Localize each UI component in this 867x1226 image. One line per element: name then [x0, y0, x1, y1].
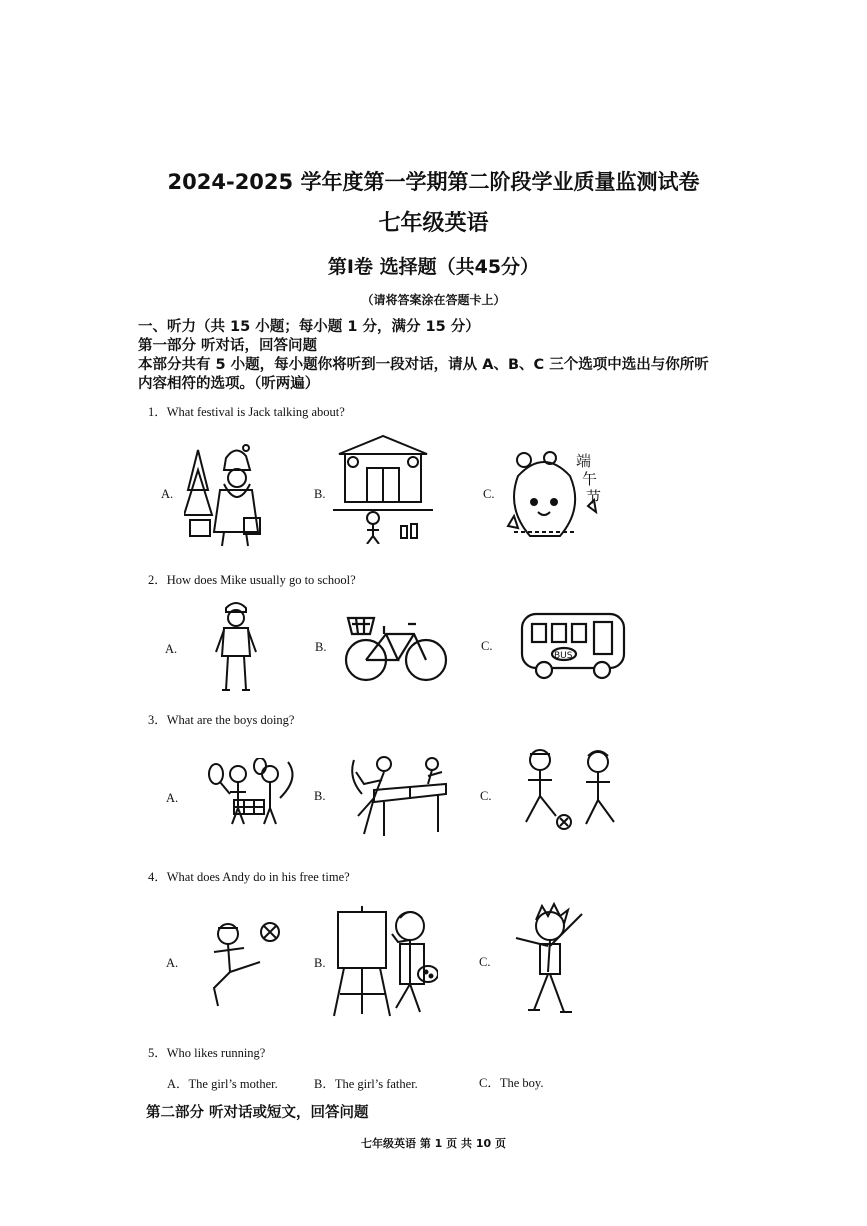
- bicycle-icon: [344, 612, 448, 684]
- soccer-icon: [520, 744, 624, 834]
- q4-option-b-label: B.: [314, 956, 326, 970]
- question-3: 3．What are the boys doing?: [148, 713, 295, 727]
- walking-boy-icon: [212, 598, 258, 694]
- q3-option-b-label: B.: [314, 789, 326, 803]
- section-heading: 一、听力（共 15 小题；每小题 1 分，满分 15 分）: [138, 319, 480, 335]
- painting-easel-icon: [330, 904, 438, 1018]
- q5-option-a: A．The girl’s mother.: [167, 1077, 278, 1091]
- q2-option-a-label: A.: [165, 642, 178, 656]
- spring-festival-gate-icon: [333, 432, 433, 544]
- exam-title: 2024-2025 学年度第一学期第二阶段学业质量监测试卷: [167, 170, 700, 194]
- question-5: 5．Who likes running?: [148, 1046, 266, 1060]
- dancing-boy-icon: [512, 902, 586, 1018]
- q2-option-b-label: B.: [315, 640, 327, 654]
- volume-title: 第Ⅰ卷 选择题（共45分）: [327, 256, 540, 278]
- q2-option-c-label: C.: [481, 639, 493, 653]
- q5-option-b: B．The girl’s father.: [314, 1077, 418, 1091]
- table-tennis-icon: [344, 754, 450, 840]
- q1-option-b-label: B.: [314, 487, 326, 501]
- badminton-icon: [208, 758, 300, 828]
- q3-option-a-label: A.: [166, 791, 179, 805]
- part-two-title: 第二部分 听对话或短文，回答问题: [146, 1105, 369, 1121]
- q1-option-a-label: A.: [161, 487, 174, 501]
- caption-char-3: 节: [586, 488, 602, 506]
- page-footer: 七年级英语 第 1 页 共 10 页: [361, 1137, 506, 1150]
- exam-subject: 七年级英语: [378, 211, 489, 236]
- bus-label: BUS: [554, 651, 573, 661]
- santa-christmas-icon: [184, 440, 264, 550]
- question-1: 1．What festival is Jack talking about?: [148, 405, 345, 419]
- q3-option-c-label: C.: [480, 789, 492, 803]
- instruction-line-2: 内容相符的选项。（听两遍）: [138, 376, 320, 392]
- answer-note: （请将答案涂在答题卡上）: [361, 293, 506, 307]
- caption-char-1: 端: [576, 452, 592, 470]
- instruction-line-1: 本部分共有 5 小题，每小题你将听到一段对话，请从 A、B、C 三个选项中选出与你所听: [138, 357, 709, 373]
- question-2: 2．How does Mike usually go to school?: [148, 573, 356, 587]
- q4-option-a-label: A.: [166, 956, 179, 970]
- caption-char-2: 午: [582, 470, 598, 488]
- bus-icon: [518, 610, 628, 682]
- question-4: 4．What does Andy do in his free time?: [148, 870, 350, 884]
- part-one-title: 第一部分 听对话，回答问题: [138, 338, 318, 354]
- q5-option-c: C．The boy.: [479, 1076, 544, 1090]
- q1-option-c-label: C.: [483, 487, 495, 501]
- kicking-ball-icon: [202, 918, 282, 1010]
- q4-option-c-label: C.: [479, 955, 491, 969]
- zongzi-dragon-boat-icon: [504, 446, 602, 546]
